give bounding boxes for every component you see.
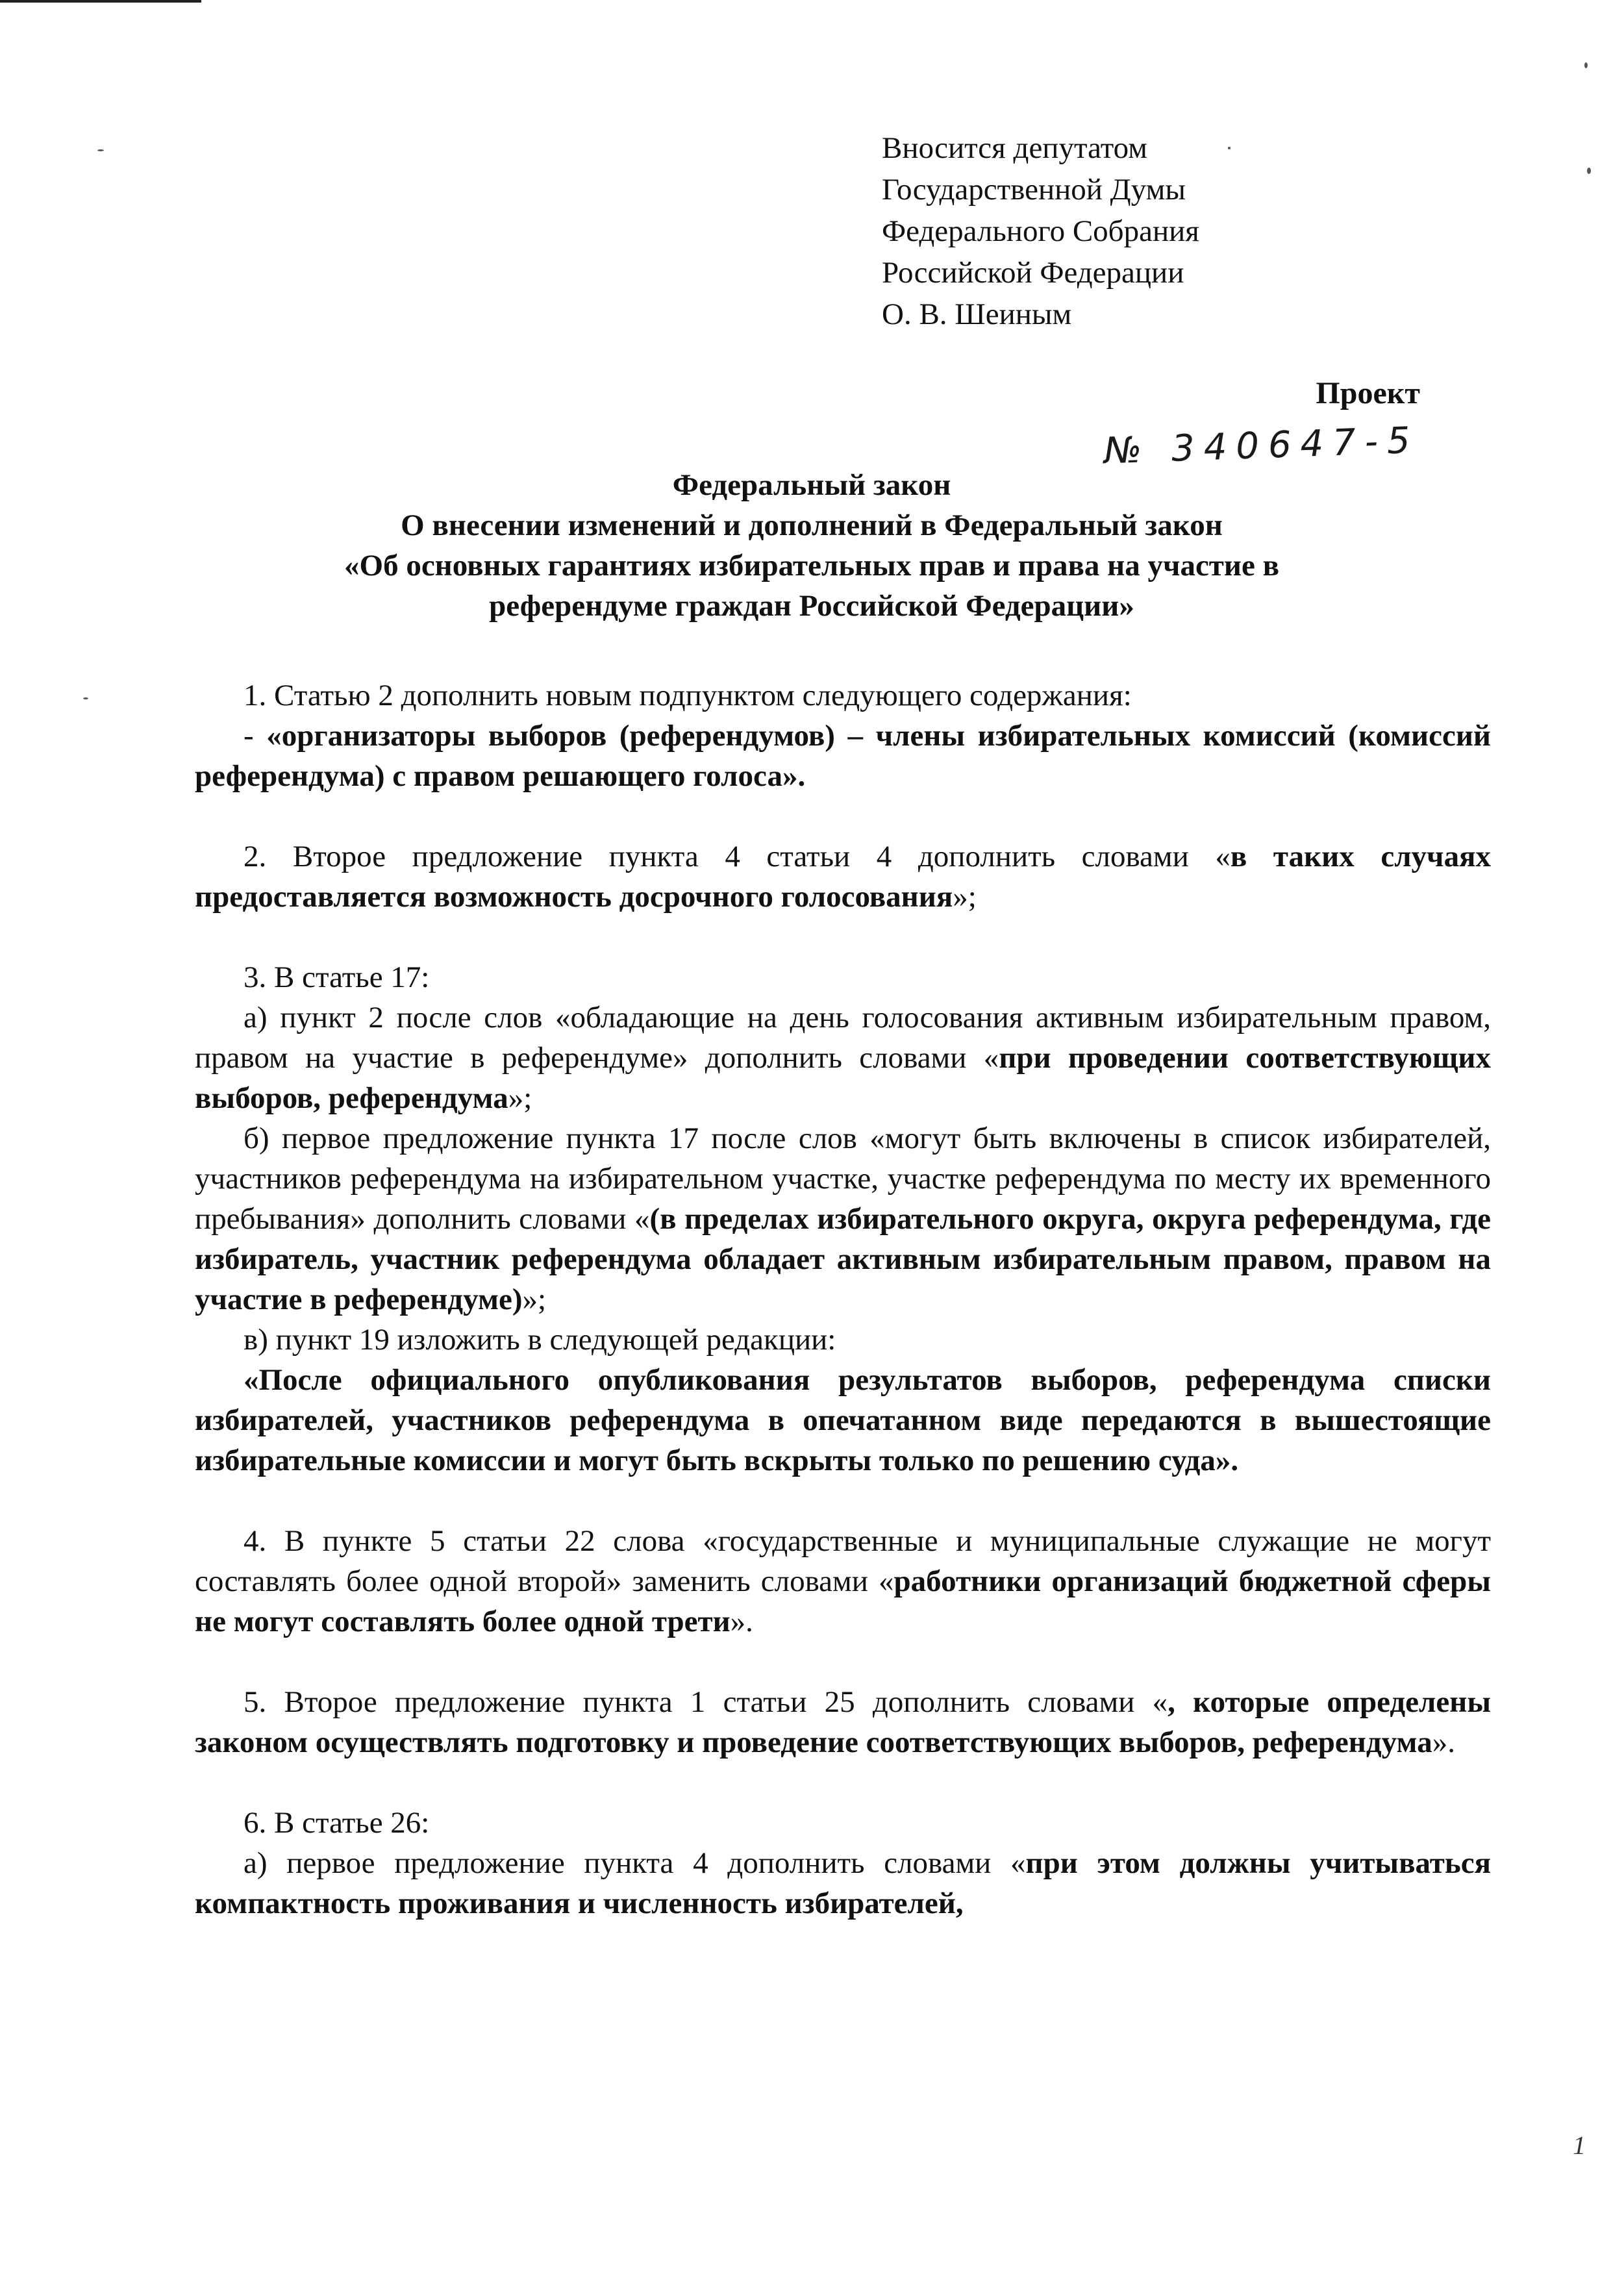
title-line: Федеральный закон <box>672 468 951 502</box>
sender-line: Вносится депутатом <box>882 131 1147 165</box>
page-mark: 1 <box>1573 2131 1586 2160</box>
item-end: ». <box>1432 1725 1455 1759</box>
title-line: О внесении изменений и дополнений в Федеральный закон <box>401 508 1223 542</box>
bold-insert: «организаторы выборов (референдумов) – члены избирательных комиссий (комиссий референдума) с правом решающего голоса». <box>195 719 1491 793</box>
item-6-heading: 6. В статье 26: <box>244 1806 430 1840</box>
bold-insert: при проведении соответствующих выборов, референдума <box>195 1041 1491 1115</box>
item-2 <box>195 836 1491 917</box>
dash: - <box>244 719 267 753</box>
item-4 <box>195 1521 1491 1642</box>
bold-insert: (в пределах избирательного округа, округа референдума, где избиратель, участник референдума обладает активным избирательным правом, правом на участие в референдуме) <box>195 1202 1492 1316</box>
sender-line: Российской Федерации <box>882 256 1184 290</box>
item-text: 4. В пункте 5 статьи 22 слова «государственные и муниципальные служащие не могут составлять более одной второй» заменить словами « <box>195 1524 1491 1598</box>
item-end: »; <box>953 880 977 914</box>
bold-insert: , которые определены законом осуществлять подготовку и проведение соответствующих выборов, референдума <box>195 1685 1492 1759</box>
project-label: Проект <box>1316 376 1420 410</box>
title-line: «Об основных гарантиях избирательных прав и права на участие в <box>344 549 1279 583</box>
bold-insert: в таких случаях предоставляется возможность досрочного голосования <box>195 840 1491 914</box>
item-text: б) первое предложение пункта 17 после слов «могут быть включены в список избирателей, участников референдума на избирательном участке, участке референдума по месту их временного пребывания» дополнить словами « <box>195 1121 1491 1236</box>
item-3c-new-text <box>195 1360 1491 1481</box>
item-text: а) первое предложение пункта 4 дополнить словами « <box>244 1846 1026 1880</box>
item-3-heading: 3. В статье 17: <box>244 960 430 994</box>
scan-edge-mark <box>0 0 201 3</box>
item-5 <box>195 1682 1491 1762</box>
item-end: »; <box>522 1283 547 1316</box>
bold-insert: работники организаций бюджетной сферы не могут составлять более одной трети <box>195 1564 1491 1638</box>
item-6a <box>195 1843 1491 1923</box>
bold-insert: при этом должны учитываться компактность проживания и численность избирателей, <box>195 1846 1491 1920</box>
item-1-intro: 1. Статью 2 дополнить новым подпунктом следующего содержания: <box>244 679 1132 712</box>
sender-line: О. В. Шеиным <box>882 297 1072 331</box>
scan-speck <box>1587 168 1591 174</box>
item-text: 5. Второе предложение пункта 1 статьи 25 дополнить словами « <box>244 1685 1168 1719</box>
item-text: а) пункт 2 после слов «обладающие на день голосования активным избирательным правом, правом на участие в референдуме» дополнить словами « <box>195 1001 1491 1075</box>
title-line: референдуме граждан Российской Федерации» <box>489 589 1134 623</box>
item-text: 2. Второе предложение пункта 4 статьи 4 дополнить словами « <box>244 840 1230 873</box>
sender-line: Государственной Думы <box>882 173 1186 207</box>
scan-speck <box>97 149 104 151</box>
scan-speck <box>1228 147 1230 149</box>
bold-insert: «После официального опубликования результатов выборов, референдума списки избирателей, участников референдума в опечатанном виде передаются в вышестоящие избирательные комиссии и могут быть вскрыты только по решению суда». <box>195 1363 1491 1477</box>
scan-speck <box>83 697 88 699</box>
item-end: ». <box>730 1605 753 1638</box>
document-body <box>195 675 1491 1923</box>
handwritten-registration-number: № 340647-5 <box>1103 419 1420 473</box>
item-3a <box>195 997 1491 1118</box>
item-3b <box>195 1118 1491 1320</box>
document-title <box>188 465 1435 626</box>
scan-speck <box>1584 62 1588 68</box>
sender-line: Федерального Собрания <box>882 214 1199 248</box>
sender-block <box>882 127 1199 335</box>
item-end: »; <box>508 1081 532 1115</box>
item-3c: в) пункт 19 изложить в следующей редакции: <box>244 1323 836 1357</box>
item-1-definition <box>195 716 1491 796</box>
